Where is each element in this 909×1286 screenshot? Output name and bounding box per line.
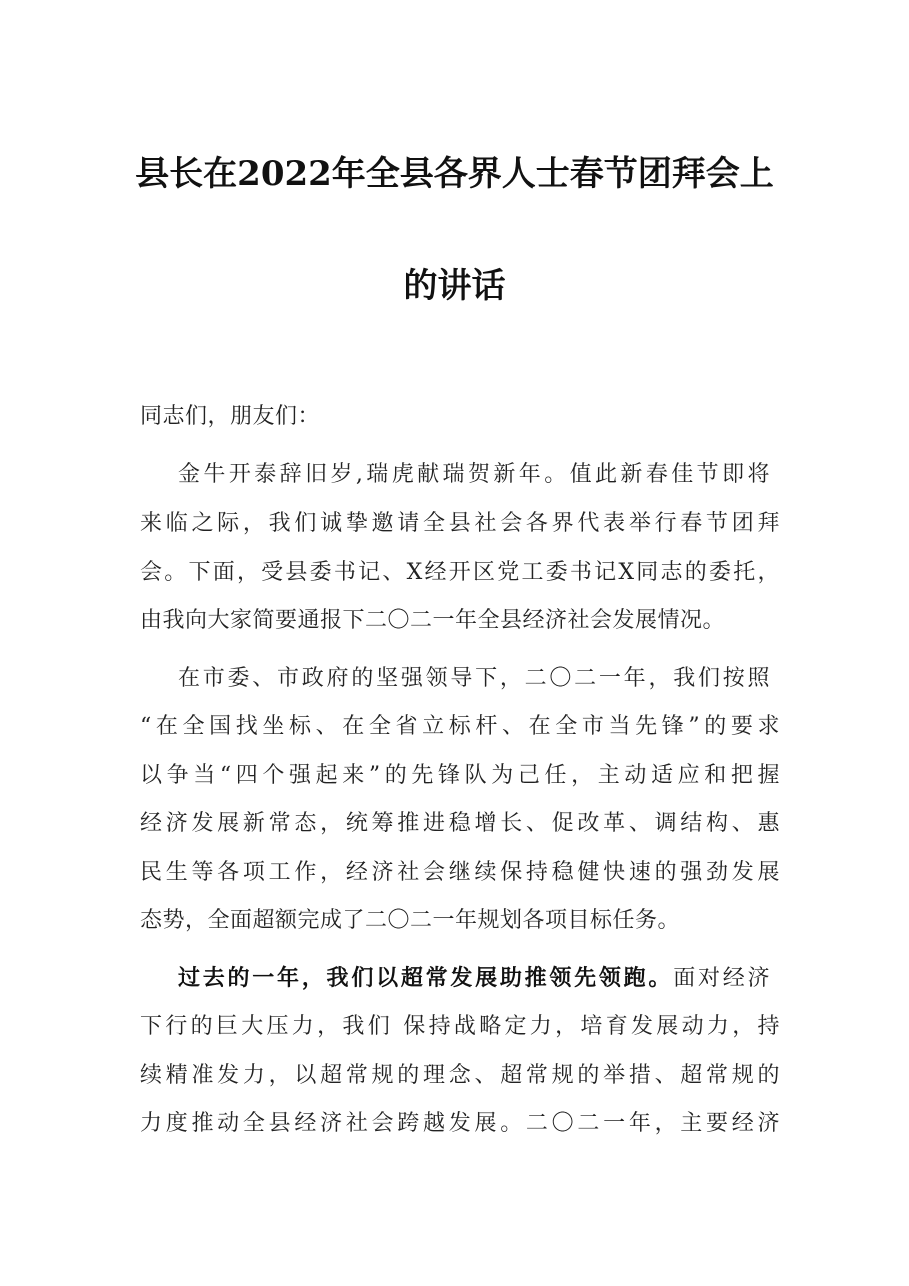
paragraph-2-line-1: 在市委、市政府的坚强领导下，二〇二一年，我们按照: [178, 666, 770, 691]
paragraph-3-line-1-rest: 面对经济: [673, 966, 770, 991]
document-title-line-1: 县长在2022年全县各界人士春节团拜会上: [135, 154, 774, 194]
paragraph-3-bold-lead: 过去的一年，我们以超常发展助推领先领跑。: [178, 965, 674, 991]
document-title-line-2: 的讲话: [403, 266, 506, 306]
paragraph-2-line-3: 以争当“四个强起来”的先锋队为己任，主动适应和把握: [140, 763, 780, 788]
paragraph-3-line-1: [178, 961, 770, 992]
paragraph-1-line-1: 金牛开泰辞旧岁,瑞虎献瑞贺新年。值此新春佳节即将: [178, 462, 770, 487]
paragraph-3-line-3: 续精准发力，以超常规的理念、超常规的举措、超常规的: [140, 1063, 780, 1088]
paragraph-2-line-2: “在全国找坐标、在全省立标杆、在全市当先锋”的要求: [140, 714, 780, 739]
paragraph-1-line-3: 会。下面，受县委书记、X经开区党工委书记X同志的委托，: [140, 560, 780, 585]
paragraph-3-line-2: 下行的巨大压力，我们 保持战略定力，培育发展动力，持: [140, 1014, 780, 1039]
paragraph-1-line-4: 由我向大家简要通报下二〇二一年全县经济社会发展情况。: [140, 608, 726, 633]
paragraph-1-line-2: 来临之际，我们诚挚邀请全县社会各界代表举行春节团拜: [140, 511, 780, 536]
greeting: 同志们，朋友们：: [140, 404, 321, 429]
paragraph-2-line-5: 民生等各项工作，经济社会继续保持稳健快速的强劲发展: [140, 860, 780, 885]
paragraph-2-line-4: 经济发展新常态，统筹推进稳增长、促改革、调结构、惠: [140, 811, 780, 836]
paragraph-2-line-6: 态势，全面超额完成了二〇二一年规划各项目标任务。: [140, 908, 681, 933]
paragraph-3-line-4: 力度推动全县经济社会跨越发展。二〇二一年，主要经济: [140, 1111, 780, 1136]
